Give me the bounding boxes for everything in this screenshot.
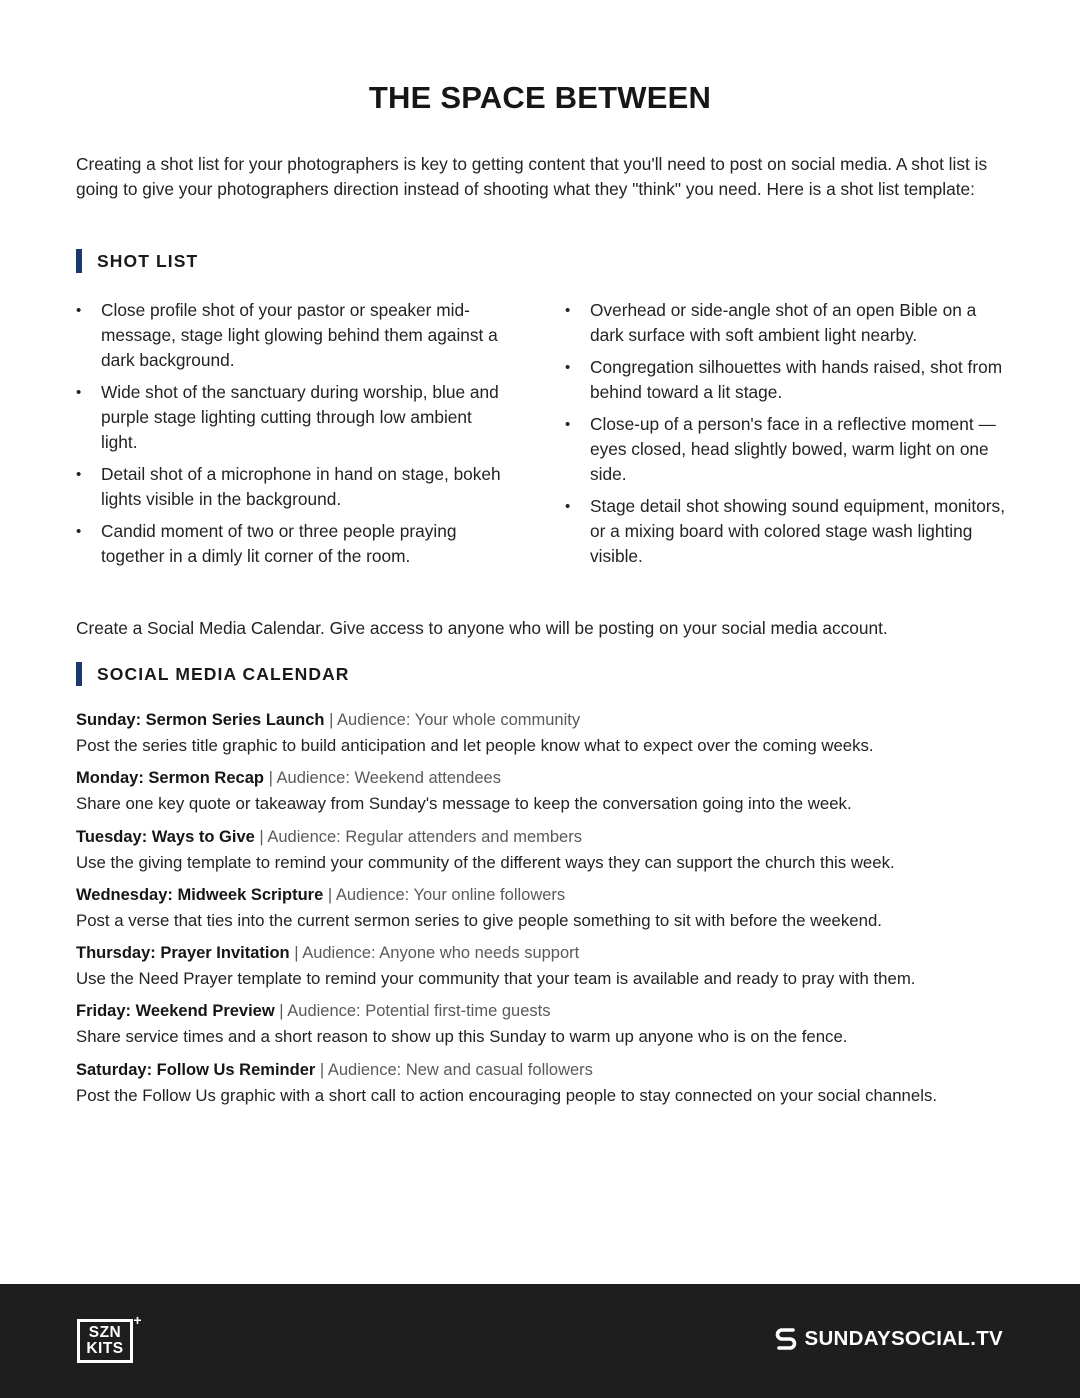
list-item: • Close profile shot of your pastor or speaker mid-message, stage light glowing behind them against a dark background.: [76, 300, 498, 370]
list-item: • Close-up of a person's face in a reflective moment — eyes closed, head slightly bowed, warm light on one side.: [565, 414, 996, 484]
shot-list-heading-label: SHOT LIST: [97, 250, 199, 271]
entry-day: Wednesday: Midweek Scripture: [76, 885, 324, 904]
intro-paragraph: Creating a shot list for your photographers is key to getting content that you'll need to post on social media. A shot list is going to give your photographers direction instead of shooting what they "think" you need. Here is a shot list template:: [76, 154, 988, 199]
list-item: • Detail shot of a microphone in hand on stage, bokeh lights visible in the background.: [76, 464, 501, 509]
plus-icon: +: [133, 1312, 142, 1328]
entry-description: Post the series title graphic to build anticipation and let people know what to expect over the coming weeks.: [76, 736, 874, 755]
entry-day: Saturday: Follow Us Reminder: [76, 1060, 316, 1079]
entry-description: Post a verse that ties into the current sermon series to give people something to sit with before the weekend.: [76, 910, 882, 930]
entry-audience: | Audience: Weekend attendees: [268, 769, 501, 788]
bullet-icon: •: [565, 498, 571, 515]
list-item: • Candid moment of two or three people praying together in a dimly lit corner of the room.: [76, 521, 457, 566]
entry-day: Tuesday: Ways to Give: [76, 827, 255, 846]
calendar-entry: [76, 941, 1016, 999]
calendar-entry: [76, 825, 1016, 883]
entry-day: Thursday: Prayer Invitation: [76, 944, 290, 963]
entry-day: Monday: Sermon Recap: [76, 769, 264, 788]
section-accent-bar: [76, 249, 82, 273]
entry-description: Use the giving template to remind your community of the different ways they can support the church this week.: [76, 852, 895, 872]
calendar-heading-label: SOCIAL MEDIA CALENDAR: [97, 663, 350, 684]
entry-description: Post the Follow Us graphic with a short call to action encouraging people to stay connected on your social channels.: [76, 1085, 937, 1105]
bullet-icon: •: [76, 523, 82, 540]
bullet-icon: •: [76, 466, 82, 483]
list-item: • Stage detail shot showing sound equipment, monitors, or a mixing board with colored stage wash lighting visible.: [565, 496, 1006, 566]
bullet-icon: •: [565, 416, 571, 433]
entry-description: Share one key quote or takeaway from Sunday's message to keep the conversation going into the week.: [76, 794, 852, 814]
calendar-entry: [76, 1058, 1016, 1116]
bullet-icon: •: [565, 302, 571, 319]
calendar-entry: [76, 766, 1016, 824]
entry-audience: | Audience: Your online followers: [327, 885, 566, 904]
shot-list-left-column: [76, 298, 506, 576]
entry-audience: | Audience: Regular attenders and members: [259, 827, 582, 846]
calendar-list: [76, 708, 1016, 1116]
s-logo-icon: [774, 1324, 798, 1354]
page-title: THE SPACE BETWEEN: [368, 80, 712, 115]
entry-day: Sunday: Sermon Series Launch: [76, 711, 325, 729]
list-item: • Wide shot of the sanctuary during worship, blue and purple stage lighting cutting through low ambient light.: [76, 382, 499, 452]
list-item: • Congregation silhouettes with hands raised, shot from behind toward a lit stage.: [565, 357, 1003, 402]
calendar-entry: [76, 708, 1016, 766]
szn-kits-logo[interactable]: SZN KITS +: [77, 1319, 133, 1363]
calendar-intro: Create a Social Media Calendar. Give access to anyone who will be posting on your social media account.: [76, 618, 888, 638]
list-item: • Overhead or side-angle shot of an open Bible on a dark surface with soft ambient light nearby.: [565, 300, 977, 345]
bullet-icon: •: [76, 302, 82, 319]
bullet-icon: •: [565, 359, 571, 376]
calendar-entry: [76, 883, 1016, 941]
entry-audience: | Audience: New and casual followers: [319, 1060, 593, 1079]
section-accent-bar: [76, 662, 82, 686]
entry-description: Share service times and a short reason to show up this Sunday to warm up anyone who is on the fence.: [76, 1027, 848, 1047]
entry-audience: | Audience: Potential first-time guests: [279, 1002, 551, 1021]
entry-audience: | Audience: Your whole community: [329, 711, 581, 729]
calendar-heading: [76, 662, 350, 686]
shot-list-heading: [76, 249, 198, 273]
footer-bar: [0, 1284, 1080, 1398]
entry-audience: | Audience: Anyone who needs support: [294, 944, 580, 963]
entry-day: Friday: Weekend Preview: [76, 1002, 275, 1021]
brand-name: SUNDAYSOCIAL.TV: [804, 1327, 1003, 1350]
calendar-entry: [76, 999, 1016, 1057]
entry-description: Use the Need Prayer template to remind your community that your team is available and ready to pray with them.: [76, 969, 916, 989]
shot-list-right-column: [565, 298, 1005, 576]
sunday-social-brand[interactable]: [774, 1324, 1003, 1354]
bullet-icon: •: [76, 384, 82, 401]
